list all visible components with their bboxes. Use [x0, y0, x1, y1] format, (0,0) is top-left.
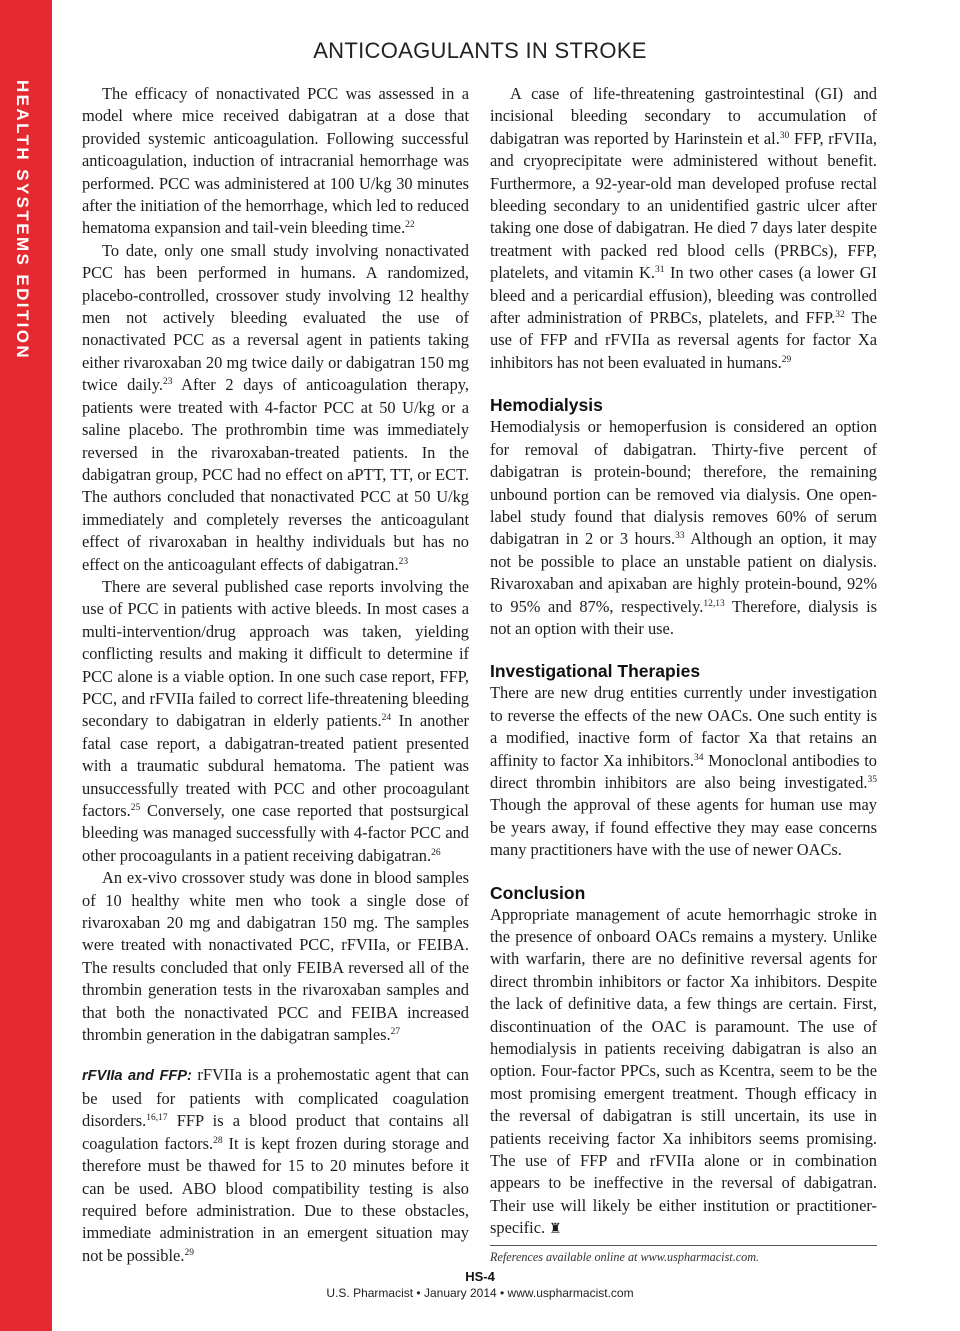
page-number: HS-4: [465, 1269, 495, 1284]
running-head: ANTICOAGULANTS IN STROKE: [313, 38, 647, 63]
paragraph-rfviia-ffp: rFVIIa and FFP: rFVIIa is a prohemostatic agent that can be used for patients with complicated coagulation disorders.$^{16,17}$ FFP is a blood product that contains all coagulation factors.$^{28}$ It is kept frozen during storage and therefore must be thawed for 15 to 20 minutes before it can be used. ABO blood compatibility testing is also required before administration. Due to these obstacles, immediate administration in an emergent situation may not be possible.$^{29}$: [82, 1065, 469, 1265]
right-column: [490, 83, 877, 1265]
section-heading-investigational: Investigational Therapies: [490, 661, 701, 682]
paragraph-gi-bleeding-cases: A case of life-threatening gastrointestinal (GI) and incisional bleeding secondary to accumulation of dabigatran was reported by Harinstein et al.$^{30}$ FFP, rFVIIa, and cryoprecipitate were administered without benefit. Furthermore, a 92-year-old man developed profuse rectal bleeding secondary to an unidentified gastric ulcer after taking one dose of dabigatran. He died 7 days later despite treatment with packed red blood cells (PRBCs), FFP, platelets, and vitamin K.$^{31}$ In two other cases (a lower GI bleed and a pericardial effusion), bleeding was controlled after administration of PRBCs, platelets, and FFP.$^{32}$ The use of FFP and rFVIIa as reversal agents for factor Xa inhibitors has not been evaluated in humans.$^{29}$: [490, 84, 877, 372]
paragraph-ex-vivo-study: An ex-vivo crossover study was done in blood samples of 10 healthy white men who took a single dose of rivaroxaban 20 mg and dabigatran 150 mg. The samples were treated with nonactivated PCC, rFVIIa, or FEIBA. The results concluded that only FEIBA reversed all of the thrombin generation tests in the rivaroxaban samples and that both the nonactivated PCC and FEIBA increased thrombin generation in the dabigatran samples.$^{27}$: [82, 868, 469, 1045]
section-heading-conclusion: Conclusion: [490, 882, 586, 903]
left-column: [82, 83, 469, 1267]
paragraph-investigational: There are new drug entities currently under investigation to reverse the effects of the new OACs. One such entity is a modified, inactive form of factor Xa that retains an affinity to factor Xa inhibitors.$^{34}$ Monoclonal antibodies to direct thrombin inhibitors are also being investigated.$^{35}$ Though the approval of these agents for human use may be years away, if found effective they may ease concerns many practitioners have with the use of newer OACs.: [490, 683, 877, 860]
end-of-article-icon: ♜: [549, 1222, 562, 1238]
paragraph-hemodialysis: Hemodialysis or hemoperfusion is considered an option for removal of dabigatran. Thirty-five percent of dabigatran is protein-bound; therefore, the remaining unbound portion can be removed via dialysis. One open-label study found that dialysis removes 60% of serum dabigatran in 2 or 3 hours.$^{33}$ Although an option, it may not be possible to place an unstable patient on dialysis. Rivaroxaban and apixaban are highly protein-bound, 92% to 95% and 87%, respectively.$^{12,13}$ Therefore, dialysis is not an option with their use.: [490, 417, 877, 638]
references-note: References available online at www.uspharmacist.com.: [490, 1249, 760, 1264]
section-heading-hemodialysis: Hemodialysis: [490, 395, 603, 416]
paragraph-pcc-case-reports: There are several published case reports involving the use of PCC in patients with active bleeds. In most cases a multi-intervention/drug approach was taken, yielding conflicting results and making it difficult to determine if PCC alone is a viable option. In one such case report, FFP, PCC, and rFVIIa failed to correct life-threatening bleeding secondary to dabigatran in elderly patients.$^{24}$ In another fatal case report, a dabigatran-treated patient presented with a traumatic subdural hematoma. The patient was unsuccessfully treated with PCC and other procoagulant factors.$^{25}$ Conversely, one case reported that postsurgical bleeding was managed successfully with 4-factor PCC and other procoagulants in a patient receiving dabigatran.$^{26}$: [82, 576, 470, 865]
paragraph-conclusion: Appropriate management of acute hemorrhagic stroke in the presence of onboard OACs remains a mystery. Unlike with warfarin, there are no definitive reversal agents for direct thrombin inhibitors or factor Xa inhibitors. Despite the lack of definitive data, a few things are certain. First, discontinuation of the OAC is paramount. The use of hemodialysis in patients receiving dabigatran is also an option. Four-factor PPCs, such as Kcentra, seem to be the most promising emergent treatment. Though efficacy in the reversal of dabigatran is still uncertain, its use in patients receiving factor Xa inhibitors seems promising. The use of FFP and rFVIIa alone or in combination appears to be ineffective in the reversal of dabigatran. Their use will likely be either institution or practitioner-specific. ♜: [490, 904, 877, 1238]
paragraph-pcc-human-study: To date, only one small study involving nonactivated PCC has been performed in humans. A randomized, placebo-controlled, crossover study involving 12 healthy men not actively bleeding evaluated the use of nonactivated PCC as a reversal agent in patients taking either rivaroxaban 20 mg twice daily or dabigatran 150 mg twice daily.$^{23}$ After 2 days of anticoagulation therapy, patients were treated with 4-factor PCC at 50 U/kg or a saline placebo. The prothrombin time was immediately reversed in the rivaroxaban-treated patients. In the dabigatran group, PCC had no effect on aPTT, TT, or ECT. The authors concluded that nonactivated PCC at 50 U/kg immediately and completely reverses the anticoagulant effect of rivaroxaban in healthy individuals but has no effect on the anticoagulant effects of dabigatran.$^{23}$: [82, 240, 469, 574]
paragraph-pcc-mice-model: The efficacy of nonactivated PCC was assessed in a model where mice received dabigatran at a dose that provided systemic anticoagulation. Following successful anticoagulation, induction of intracranial hemorrhage was performed. PCC was administered at 100 U/kg 30 minutes after the initiation of the hemorrhage, which led to reduced hematoma expansion and tail-vein bleeding time.$^{22}$: [82, 84, 469, 238]
publication-line: U.S. Pharmacist • January 2014 • www.uspharmacist.com: [326, 1286, 634, 1300]
page-footer: [52, 1268, 908, 1301]
edition-label: HEALTH SYSTEMS EDITION: [13, 80, 32, 361]
run-in-heading: rFVIIa and FFP:: [82, 1068, 192, 1085]
side-color-band: [0, 0, 52, 1331]
references-divider: [490, 1245, 877, 1246]
